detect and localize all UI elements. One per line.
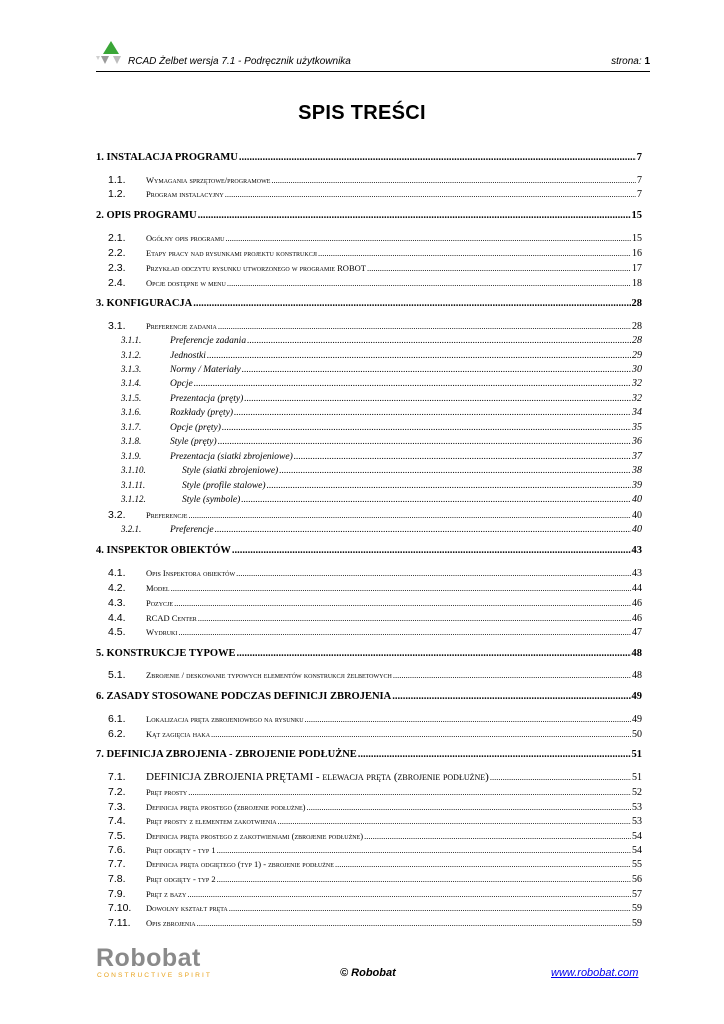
toc-entry-number: 3.1.11. [121,480,146,490]
toc-page-number: 15 [632,233,642,244]
toc-entry-text: RCAD Center [146,613,197,623]
toc-entry[interactable] [96,335,642,349]
toc-leader-dots [174,598,631,608]
toc-entry-label [96,422,221,433]
toc-entry[interactable] [96,597,642,611]
toc-page-number: 51 [632,772,642,783]
toc-page-number: 7 [636,152,642,163]
toc-entry-number: 7.10. [108,902,132,914]
toc-entry[interactable] [96,582,642,596]
toc-entry-label [96,509,187,521]
header-divider [96,71,650,72]
toc-entry-label [96,749,357,760]
toc-entry[interactable] [96,648,642,662]
toc-page-number: 35 [632,422,642,433]
toc-page-number: 32 [632,378,642,389]
toc-entry-number: 2.2. [108,247,126,259]
page-label: strona: [611,56,642,67]
toc-entry-text: Style (siatki zbrojeniowe) [182,466,279,476]
toc-entry[interactable] [96,174,642,188]
toc-entry-number: 4.2. [108,582,126,594]
toc-entry-text: Opis zbrojenia [146,918,196,928]
toc-page-number: 40 [632,494,642,505]
toc-entry[interactable] [96,728,642,742]
toc-entry-label [96,277,226,289]
toc-entry-number: 3. [96,298,104,309]
toc-page-number: 54 [632,831,642,842]
toc-leader-dots [241,495,631,505]
toc-entry-number: 3.2. [108,509,126,521]
toc-entry-label [96,801,306,813]
toc-entry-label [96,815,277,827]
toc-entry-number: 3.1.4. [121,378,142,388]
toc-page-number: 47 [632,627,642,638]
toc-entry-number: 1. [96,152,104,163]
toc-leader-dots [234,408,631,418]
toc-page-number: 50 [632,729,642,740]
toc-entry-label [96,320,217,332]
toc-entry-text: OPIS PROGRAMU [106,210,197,221]
toc-leader-dots [364,831,631,841]
toc-entry-text: Preferencje [146,510,188,520]
toc-leader-dots [198,613,631,623]
toc-entry-label [96,524,214,535]
toc-entry[interactable] [96,612,642,626]
toc-entry-text: Opcje [170,379,193,389]
toc-entry-label [96,210,197,221]
footer-copyright: © Robobat [340,967,396,979]
toc-page-number: 43 [631,545,642,556]
toc-entry-number: 7.4. [108,815,126,827]
toc-entry-label [96,902,228,914]
toc-entry-label [96,786,187,798]
toc-entry[interactable] [96,247,642,261]
toc-leader-dots [198,210,631,221]
toc-page-number: 48 [631,648,642,659]
toc-entry-label [96,350,206,361]
toc-page-number: 43 [632,568,642,579]
toc-entry-label [96,612,197,624]
toc-entry-number: 4.3. [108,597,126,609]
toc-entry[interactable] [96,844,642,858]
toc-page-number: 39 [632,480,642,491]
toc-entry-label [96,771,489,783]
toc-entry-label [96,626,177,638]
toc-entry-number: 7.2. [108,786,126,798]
toc-page-number: 55 [632,859,642,870]
toc-entry[interactable] [96,713,642,727]
toc-entry-text: Jednostki [170,351,206,361]
toc-entry-number: 2.1. [108,232,126,244]
toc-entry-number: 3.1.12. [121,494,146,504]
toc-entry-number: 3.1.5. [121,393,142,403]
toc-entry-number: 4. [96,545,104,556]
toc-entry[interactable] [96,298,642,312]
toc-entry-number: 6. [96,691,104,702]
toc-leader-dots [211,729,631,739]
toc-leader-dots [367,263,631,273]
toc-entry-number: 4.1. [108,567,126,579]
toc-entry-text: Lokalizacja pręta zbrojeniowego na rysunku [146,714,304,724]
toc-entry-number: 6.2. [108,728,126,740]
toc-entry[interactable] [96,786,642,800]
toc-entry[interactable] [96,626,642,640]
toc-entry-text: Definicja pręta prostego (zbrojenie podłużne) [146,802,306,812]
toc-leader-dots [279,466,631,476]
toc-leader-dots [188,510,631,520]
toc-page-number: 38 [632,465,642,476]
toc-entry-number: 7.5. [108,830,126,842]
toc-entry-text: Style (pręty) [170,437,217,447]
toc-leader-dots [393,670,631,680]
page-header [96,40,650,70]
toc-entry[interactable] [96,873,642,887]
toc-entry-label [96,152,238,163]
toc-entry[interactable] [96,407,642,421]
toc-entry-text: DEFINICJA ZBROJENIA - ZBROJENIE PODŁUŻNE [106,749,357,760]
toc-entry[interactable] [96,669,642,683]
toc-entry-number: 3.1.1. [121,335,142,345]
toc-entry-number: 1.2. [108,188,126,200]
toc-page-number: 30 [632,364,642,375]
toc-leader-dots [193,298,630,309]
toc-entry-text: Opis Inspektora obiektów [146,568,236,578]
toc-leader-dots [225,233,631,243]
toc-entry-text: Opcje dostępne w menu [146,278,226,288]
toc-entry-label [96,232,224,244]
toc-leader-dots [222,423,631,433]
toc-page-number: 53 [632,802,642,813]
toc-entry-text: Przykład odczytu rysunku utworzonego w programie ROBOT [146,263,366,273]
toc-entry[interactable] [96,232,642,246]
toc-entry-text: Definicja pręta odgiętego (typ 1) - zbrojenie podłużne [146,859,334,869]
header-title: RCAD Żelbet wersja 7.1 - Podręcznik użytkownika [128,56,351,67]
toc-entry-text: Pręt prosty z elementem zakotwienia [146,816,277,826]
toc-entry-label [96,844,216,856]
toc-page-number: 51 [631,749,642,760]
toc-page-number: 37 [632,451,642,462]
toc-entry-number: 7.7. [108,858,126,870]
toc-entry-label [96,188,224,200]
toc-page-number: 46 [632,598,642,609]
toc-entry-text: Dowolny kształt pręta [146,903,228,913]
toc-leader-dots [242,365,631,375]
toc-entry-label [96,713,304,725]
toc-entry-text: INSPEKTOR OBIEKTÓW [106,545,231,556]
toc-leader-dots [392,691,630,702]
toc-entry-label [96,567,235,579]
toc-entry-text: DEFINICJA ZBROJENIA PRĘTAMI - elewacja pręta (zbrojenie podłużne) [146,771,489,783]
toc-entry[interactable] [96,567,642,581]
toc-entry-text: Preferencje zadania [170,336,247,346]
toc-entry-label [96,830,363,842]
toc-entry-label [96,494,240,505]
toc-entry[interactable] [96,771,642,785]
footer-url-link[interactable]: www.robobat.com [551,967,639,979]
toc-page-number: 44 [632,583,642,594]
toc-entry-number: 3.1. [108,320,126,332]
toc-page-number: 57 [632,889,642,900]
toc-page-number: 17 [632,263,642,274]
toc-entry-number: 6.1. [108,713,126,725]
toc-entry-number: 5.1. [108,669,126,681]
toc-entry-number: 1.1. [108,174,126,186]
toc-entry[interactable] [96,858,642,872]
toc-entry-text: ZASADY STOSOWANE PODCZAS DEFINICJI ZBROJENIA [106,691,392,702]
toc-entry[interactable] [96,524,642,538]
toc-leader-dots [171,583,631,593]
toc-page-number: 54 [632,845,642,856]
toc-entry-label [96,582,170,594]
toc-entry-label [96,393,243,404]
toc-entry[interactable] [96,393,642,407]
toc-page-number: 32 [632,393,642,404]
toc-page-number: 49 [632,714,642,725]
toc-entry-text: Definicja pręta prostego z zakotwieniami (zbrojenie podłużne) [146,831,364,841]
header-page [611,56,650,67]
toc-page-number: 40 [632,524,642,535]
toc-entry[interactable] [96,277,642,291]
toc-leader-dots [271,175,636,185]
toc-entry[interactable] [96,188,642,202]
toc-entry-number: 7.6. [108,844,126,856]
toc-leader-dots [197,918,631,928]
toc-entry-number: 3.1.2. [121,350,142,360]
toc-entry-label [96,545,231,556]
toc-entry-label [96,873,216,885]
toc-entry-label [96,378,193,389]
toc-leader-dots [267,481,631,491]
page-title: SPIS TREŚCI [298,102,426,124]
toc-entry-label [96,364,241,375]
toc-entry[interactable] [96,545,642,559]
toc-leader-dots [244,394,631,404]
toc-entry-text: Pręt z bazy [146,889,187,899]
toc-entry[interactable] [96,902,642,916]
toc-entry[interactable] [96,210,642,224]
toc-entry-text: Model [146,583,170,593]
toc-page-number: 48 [632,670,642,681]
toc-entry-number: 4.4. [108,612,126,624]
toc-page-number: 29 [632,350,642,361]
toc-entry-label [96,728,210,740]
toc-leader-dots [247,336,631,346]
toc-entry-number: 7.11. [108,917,131,929]
toc-page-number: 28 [632,321,642,332]
toc-page-number: 36 [632,436,642,447]
toc-leader-dots [207,351,631,361]
toc-page-number: 59 [632,918,642,929]
toc-entry[interactable] [96,830,642,844]
toc-entry[interactable] [96,749,642,763]
toc-entry-label [96,691,391,702]
toc-page-number: 18 [632,278,642,289]
toc-entry-label [96,917,196,929]
toc-leader-dots [358,749,631,760]
toc-entry-text: Ogólny opis programu [146,233,225,243]
toc-entry[interactable] [96,436,642,450]
toc-page-number: 15 [631,210,642,221]
toc-entry[interactable] [96,691,642,705]
toc-entry-label [96,335,246,346]
toc-entry-text: KONSTRUKCJE TYPOWE [106,648,236,659]
toc-entry-label [96,247,317,259]
toc-entry-text: Pozycje [146,598,174,608]
toc-entry-text: Opcje (pręty) [170,423,221,433]
toc-leader-dots [490,772,631,782]
toc-page-number: 56 [632,874,642,885]
toc-entry-label [96,174,270,186]
toc-leader-dots [305,714,631,724]
toc-leader-dots [217,874,631,884]
toc-entry-text: Wymagania sprzętowe/programowe [146,175,271,185]
toc-entry-text: Zbrojenie / deskowanie typowych elementów konstrukcji żelbetowych [146,670,392,680]
toc-entry[interactable] [96,801,642,815]
toc-entry-text: Wydruki [146,627,178,637]
toc-entry[interactable] [96,815,642,829]
toc-entry-label [96,451,293,462]
rcad-logo-icon [96,40,126,68]
toc-page-number: 28 [631,298,642,309]
toc-entry-text: Pręt odgięty - typ 1 [146,845,216,855]
toc-leader-dots [278,816,631,826]
toc-entry[interactable] [96,364,642,378]
toc-page-number: 34 [632,407,642,418]
toc-page-number: 28 [632,335,642,346]
toc-entry-number: 3.1.6. [121,407,142,417]
toc-entry-number: 2. [96,210,104,221]
toc-entry-number: 3.1.3. [121,364,142,374]
toc-page-number: 52 [632,787,642,798]
toc-entry-label [96,597,173,609]
toc-entry-text: Normy / Materiały [170,365,241,375]
toc-entry[interactable] [96,451,642,465]
toc-entry-number: 3.2.1. [121,524,142,534]
toc-leader-dots [178,627,631,637]
toc-entry-label [96,888,186,900]
toc-page-number: 59 [632,903,642,914]
toc-leader-dots [194,379,631,389]
toc-entry-number: 3.1.9. [121,451,142,461]
toc-entry-number: 5. [96,648,104,659]
toc-entry[interactable] [96,262,642,276]
robobat-logo [96,944,224,980]
toc-entry[interactable] [96,917,642,931]
toc-page-number: 7 [637,175,642,186]
toc-entry-number: 3.1.8. [121,436,142,446]
toc-page-number: 16 [632,248,642,259]
toc-entry[interactable] [96,350,642,364]
toc-entry-label [96,465,278,476]
toc-entry-text: Pręt odgięty - typ 2 [146,874,216,884]
toc-entry[interactable] [96,494,642,508]
toc-entry[interactable] [96,422,642,436]
toc-entry-label [96,407,233,418]
toc-entry-label [96,436,217,447]
toc-entry-number: 3.1.7. [121,422,142,432]
toc-leader-dots [237,648,631,659]
toc-entry-label [96,298,192,309]
toc-entry-number: 4.5. [108,626,126,638]
toc-leader-dots [236,568,631,578]
toc-entry-label [96,669,392,681]
toc-leader-dots [307,802,632,812]
toc-page-number: 40 [632,510,642,521]
toc-leader-dots [218,437,631,447]
toc-entry[interactable] [96,509,642,523]
toc-leader-dots [188,787,631,797]
toc-entry-text: Rozkłady (pręty) [170,408,234,418]
toc-entry[interactable] [96,320,642,334]
toc-entry[interactable] [96,465,642,479]
toc-entry-number: 7.8. [108,873,126,885]
toc-entry-label [96,262,366,274]
toc-entry-text: Style (profile stalowe) [182,481,266,491]
toc-leader-dots [239,152,636,163]
toc-entry-number: 7. [96,749,104,760]
toc-entry-label [96,480,266,491]
toc-entry-text: KONFIGURACJA [106,298,193,309]
toc-entry-text: Style (symbole) [182,495,241,505]
toc-leader-dots [218,321,631,331]
toc-entry-number: 2.3. [108,262,126,274]
toc-entry-text: Preferencje zadania [146,321,217,331]
logo-brand-text: Robobat [96,944,201,972]
toc-entry[interactable] [96,480,642,494]
toc-entry[interactable] [96,378,642,392]
toc-leader-dots [187,889,631,899]
toc-entry-number: 7.3. [108,801,126,813]
toc-entry-number: 7.9. [108,888,126,900]
toc-entry-text: Etapy pracy nad rysunkami projektu konstrukcji [146,248,318,258]
toc-page-number: 46 [632,613,642,624]
toc-entry[interactable] [96,888,642,902]
toc-entry-text: Prezentacja (siatki zbrojeniowe) [170,452,293,462]
toc-leader-dots [318,248,631,258]
toc-entry-number: 7.1. [108,771,126,783]
toc-page-number: 7 [637,189,642,200]
toc-page-number: 53 [632,816,642,827]
toc-leader-dots [227,278,631,288]
toc-entry-text: Preferencje [170,525,214,535]
toc-leader-dots [229,903,631,913]
toc-entry-label [96,858,334,870]
toc-page-number: 49 [631,691,642,702]
toc-entry-text: Pręt prosty [146,787,188,797]
toc-entry-text: Program instalacyjny [146,189,224,199]
toc-leader-dots [225,189,636,199]
toc-entry[interactable] [96,152,642,166]
toc-entry-number: 3.1.10. [121,465,146,475]
toc-leader-dots [335,859,631,869]
logo-tagline-text: CONSTRUCTIVE SPIRIT [97,972,213,979]
toc-entry-text: Kąt zagięcia haka [146,729,211,739]
toc-leader-dots [217,845,631,855]
toc-entry-number: 2.4. [108,277,126,289]
toc-leader-dots [215,525,631,535]
page-number: 1 [644,56,650,67]
toc-entry-text: INSTALACJA PROGRAMU [106,152,238,163]
toc-leader-dots [232,545,631,556]
toc-leader-dots [294,452,631,462]
toc-entry-text: Prezentacja (pręty) [170,394,244,404]
toc-entry-label [96,648,236,659]
